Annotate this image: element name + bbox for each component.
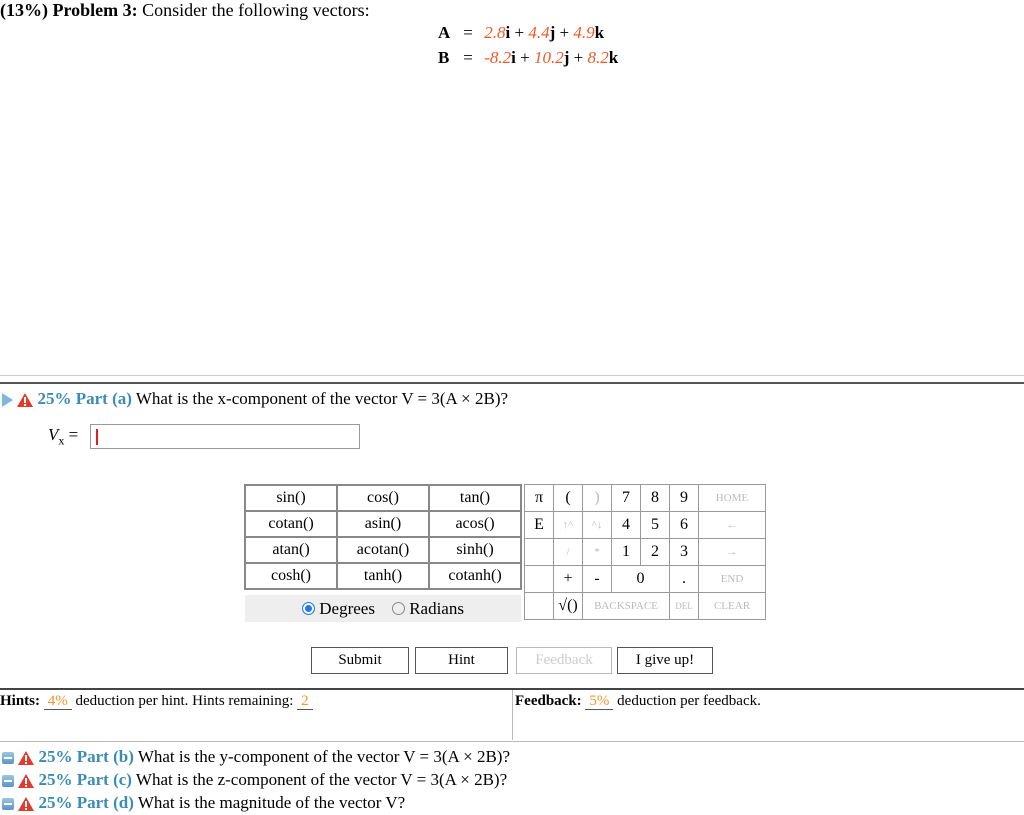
key-open-paren[interactable]: ( [554, 485, 583, 512]
key-cotan[interactable]: cotan() [245, 511, 337, 537]
collapse-icon[interactable] [2, 752, 14, 764]
key-4[interactable]: 4 [612, 512, 641, 539]
key-cotanh[interactable]: cotanh() [429, 563, 521, 589]
key-blank [525, 566, 554, 593]
warning-icon [18, 774, 34, 788]
part-a-weight: 25% Part (a) [37, 389, 132, 408]
key-home[interactable]: HOME [699, 485, 766, 512]
radians-radio[interactable] [392, 602, 405, 615]
degrees-radio[interactable] [302, 602, 315, 615]
collapse-icon[interactable] [2, 798, 14, 810]
feedback-button[interactable]: Feedback [516, 647, 612, 674]
key-tanh[interactable]: tanh() [337, 563, 429, 589]
key-sqrt[interactable]: √() [554, 593, 583, 620]
key-caret-down[interactable]: ^↓ [583, 512, 612, 539]
divider [0, 375, 1024, 376]
key-cosh[interactable]: cosh() [245, 563, 337, 589]
give-up-button[interactable]: I give up! [617, 647, 713, 674]
key-del[interactable]: DEL [670, 593, 699, 620]
hints-info: Hints: 4% deduction per hint. Hints remaining: 2 [0, 693, 313, 710]
hint-deduction: 4% [44, 693, 72, 710]
problem-intro: Consider the following vectors: [142, 0, 370, 20]
degrees-label[interactable]: Degrees [319, 599, 375, 618]
key-atan[interactable]: atan() [245, 537, 337, 563]
key-e[interactable]: E [525, 512, 554, 539]
radians-label[interactable]: Radians [409, 599, 464, 618]
key-clear[interactable]: CLEAR [699, 593, 766, 620]
key-2[interactable]: 2 [641, 539, 670, 566]
key-9[interactable]: 9 [670, 485, 699, 512]
key-divide[interactable]: / [554, 539, 583, 566]
key-cos[interactable]: cos() [337, 485, 429, 511]
key-plus[interactable]: + [554, 566, 583, 593]
key-7[interactable]: 7 [612, 485, 641, 512]
key-left-arrow[interactable]: ← [699, 512, 766, 539]
key-0[interactable]: 0 [612, 566, 670, 593]
vector-b: B = -8.2i + 10.2j + 8.2k [438, 48, 619, 67]
warning-icon [18, 797, 34, 811]
answer-label: $V_x$ = [48, 425, 79, 448]
key-minus[interactable]: - [583, 566, 612, 593]
submit-button[interactable]: Submit [311, 647, 409, 674]
key-backspace[interactable]: BACKSPACE [583, 593, 670, 620]
divider [512, 690, 513, 740]
vector-definitions [438, 20, 618, 70]
collapse-icon[interactable] [2, 775, 14, 787]
text-caret [96, 429, 98, 445]
problem-header [0, 0, 370, 21]
key-acotan[interactable]: acotan() [337, 537, 429, 563]
key-acos[interactable]: acos() [429, 511, 521, 537]
part-a-header[interactable] [2, 389, 508, 409]
key-3[interactable]: 3 [670, 539, 699, 566]
answer-input[interactable] [90, 424, 360, 449]
key-1[interactable]: 1 [612, 539, 641, 566]
key-right-arrow[interactable]: → [699, 539, 766, 566]
angle-mode [245, 595, 521, 622]
warning-icon [18, 751, 34, 765]
hint-button[interactable]: Hint [415, 647, 508, 674]
key-multiply[interactable]: * [583, 539, 612, 566]
key-asin[interactable]: asin() [337, 511, 429, 537]
numeric-keypad [524, 484, 766, 620]
function-keypad [244, 484, 522, 590]
key-pi[interactable]: π [525, 485, 554, 512]
part-b-header[interactable]: 25% Part (b) What is the y-component of the vector V = 3(A × 2B)? [2, 747, 510, 767]
key-sin[interactable]: sin() [245, 485, 337, 511]
key-6[interactable]: 6 [670, 512, 699, 539]
part-a-question: What is the x-component of the vector V = 3(A × 2B)? [135, 389, 509, 408]
key-blank [525, 593, 554, 620]
problem-weight: (13%) [0, 0, 48, 20]
key-blank [525, 539, 554, 566]
key-sinh[interactable]: sinh() [429, 537, 521, 563]
key-8[interactable]: 8 [641, 485, 670, 512]
part-d-header[interactable]: 25% Part (d) What is the magnitude of the vector V? [2, 793, 405, 813]
feedback-deduction: 5% [585, 693, 613, 710]
vector-a: A = 2.8i + 4.4j + 4.9k [438, 23, 605, 42]
part-c-header[interactable]: 25% Part (c) What is the z-component of the vector V = 3(A × 2B)? [2, 770, 507, 790]
divider [0, 382, 1024, 384]
key-5[interactable]: 5 [641, 512, 670, 539]
key-close-paren[interactable]: ) [583, 485, 612, 512]
divider [0, 741, 1024, 742]
warning-icon [17, 393, 33, 407]
hints-remaining: 2 [297, 693, 313, 710]
key-decimal[interactable]: . [670, 566, 699, 593]
problem-label: Problem 3: [52, 0, 138, 20]
key-up-caret[interactable]: ↑^ [554, 512, 583, 539]
feedback-info: Feedback: 5% deduction per feedback. [515, 693, 761, 709]
key-end[interactable]: END [699, 566, 766, 593]
expand-arrow-icon[interactable] [2, 393, 13, 407]
key-tan[interactable]: tan() [429, 485, 521, 511]
